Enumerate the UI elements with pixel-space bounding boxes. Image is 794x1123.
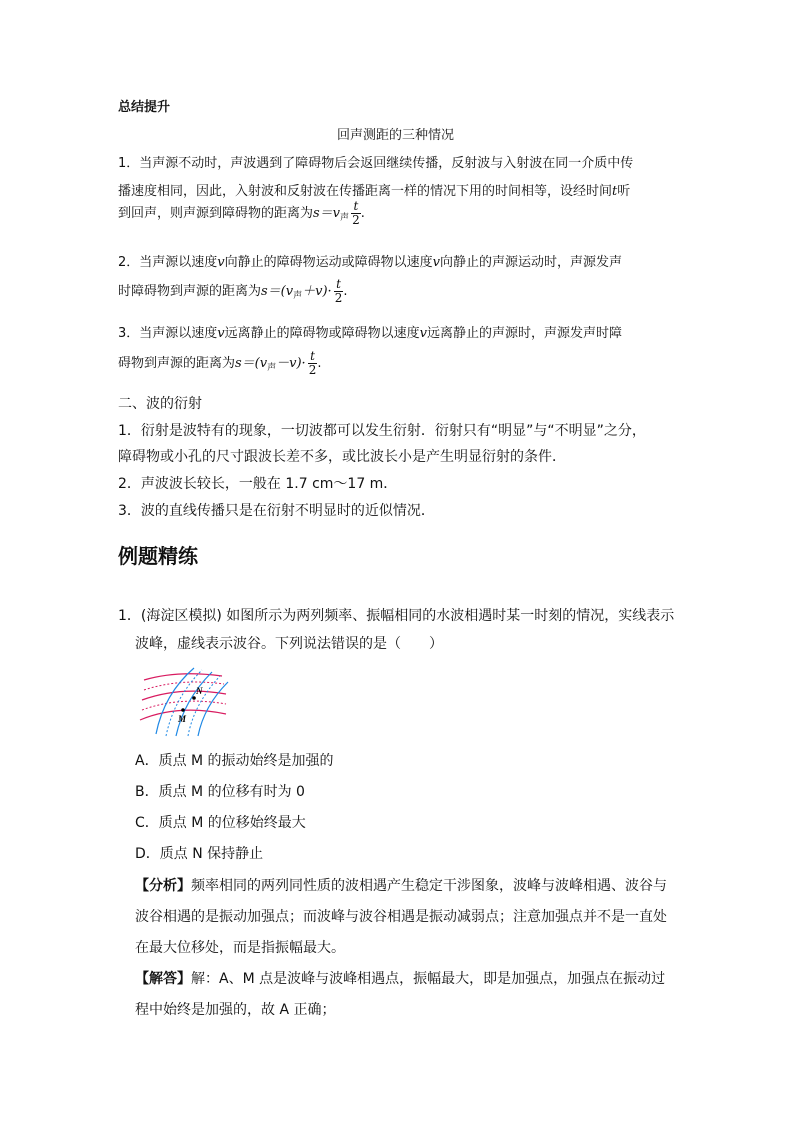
- case3-fraction: [308, 350, 318, 377]
- case2-frac-den: 2: [334, 291, 343, 305]
- diffraction-p2: 2．声波波长较长，一般在 1.7 cm～17 m．: [118, 476, 398, 492]
- q1-answer-line2: 程中始终是加强的，故 A 正确；: [135, 1002, 336, 1018]
- q1-option-c: C．质点 M 的位移始终最大: [135, 815, 306, 831]
- point-n: [192, 696, 196, 700]
- case2-line1: [118, 251, 622, 270]
- examples-heading: 例题精练: [118, 544, 198, 568]
- case2-line1-text: 2．当声源以速度: [118, 255, 218, 270]
- label-n: N: [196, 686, 203, 696]
- wave-interference-figure: [138, 664, 230, 738]
- q1-line1: 1．(海淀区模拟) 如图所示为两列频率、振幅相同的水波相遇时某一时刻的情况，实线表示: [118, 608, 675, 624]
- q1-option-d: D．质点 N 保持静止: [135, 846, 264, 862]
- q1-option-b: B．质点 M 的位移有时为 0: [135, 784, 305, 800]
- answer-text-1: 解：A、M 点是波峰与波峰相遇点，振幅最大，即是加强点，加强点在振动过: [191, 971, 666, 987]
- blue-trough-arc-2: [188, 676, 220, 736]
- case3-line2-prefix: 碍物到声源的距离为: [118, 356, 236, 371]
- diffraction-heading: 二、波的衍射: [118, 396, 202, 412]
- analysis-text-1: 频率相同的两列同性质的波相遇产生稳定干涉图象，波峰与波峰相遇、波谷与: [191, 878, 667, 894]
- point-m: [181, 708, 185, 712]
- case1-frac-den: 2: [352, 213, 360, 227]
- case2-end: .: [343, 284, 348, 299]
- case2-line2: [118, 278, 347, 305]
- case1-line2: [118, 180, 630, 199]
- blue-crest-arc-3: [198, 682, 228, 736]
- label-m: M: [178, 714, 187, 724]
- case2-fraction: [334, 278, 344, 305]
- blue-crest-arc-1: [156, 668, 194, 734]
- case1-line2-text: 播速度相同，因此，入射波和反射波在传播距离一样的情况下用的时间相等，设经时间: [118, 184, 613, 199]
- case2-formula-sub: 声: [293, 291, 303, 301]
- case3-var-v2: v: [419, 326, 428, 341]
- case3-line1-text: 3．当声源以速度: [118, 326, 218, 341]
- summary-heading: 总结提升: [118, 100, 171, 115]
- case3-frac-den: 2: [308, 363, 317, 377]
- case1-formula: s＝v: [313, 206, 341, 221]
- case3-formula-tail: －v)·: [276, 356, 306, 371]
- case1-line2-end: 听: [617, 184, 631, 199]
- case2-line2-prefix: 时障碍物到声源的距离为: [118, 284, 262, 299]
- summary-subtitle: 回声测距的三种情况: [337, 128, 455, 143]
- diffraction-p3: 3．波的直线传播只是在衍射不明显时的近似情况．: [118, 503, 435, 519]
- case1-fraction: [351, 200, 361, 227]
- case1-line1: 1．当声源不动时，声波遇到了障碍物后会返回继续传播，反射波与入射波在同一介质中传: [118, 156, 634, 171]
- q1-analysis-line1: [135, 875, 667, 895]
- case3-formula-sub: 声: [267, 363, 277, 373]
- blue-trough-arc-1: [166, 670, 202, 736]
- case2-frac-num: t: [334, 278, 344, 292]
- case1-formula-sub: 声: [340, 213, 350, 223]
- blue-crest-arc-2: [176, 672, 212, 736]
- case1-var-t: t: [612, 184, 618, 199]
- case3-var-v: v: [217, 326, 225, 341]
- case2-var-v: v: [217, 255, 225, 270]
- q1-line2: 波峰，虚线表示波谷。下列说法错误的是（ ）: [135, 636, 443, 652]
- case1-end: .: [360, 206, 365, 221]
- case1-frac-num: t: [351, 200, 361, 214]
- diffraction-p1-line1: 1．衍射是波特有的现象，一切波都可以发生衍射．衍射只有“明显”与“不明显”之分，: [118, 423, 646, 439]
- case3-line1-end: 远离静止的声源时，声源发声时障: [427, 326, 623, 341]
- case3-line2: [118, 350, 321, 377]
- case2-formula-tail: ＋v)·: [302, 284, 332, 299]
- q1-option-a: A．质点 M 的振动始终是加强的: [135, 753, 334, 769]
- case3-end: .: [317, 356, 322, 371]
- case3-line1-rest: 远离静止的障碍物或障碍物以速度: [224, 326, 420, 341]
- case2-formula: s＝(v: [261, 284, 294, 299]
- case3-formula: s＝(v: [235, 356, 268, 371]
- case1-line3: [118, 200, 365, 227]
- q1-analysis-line3: 在最大位移处，而是指振幅最大。: [135, 940, 345, 956]
- answer-tag: 【解答】: [135, 971, 191, 987]
- q1-answer-line1: [135, 968, 665, 988]
- case2-line1-rest: 向静止的障碍物运动或障碍物以速度: [224, 255, 433, 270]
- case2-var-v2: v: [432, 255, 441, 270]
- case3-frac-num: t: [308, 350, 318, 364]
- case3-line1: [118, 322, 622, 341]
- case2-line1-end: 向静止的声源运动时，声源发声: [440, 255, 623, 270]
- analysis-tag: 【分析】: [135, 878, 191, 894]
- q1-analysis-line2: 波谷相遇的是振动加强点；而波峰与波谷相遇是振动减弱点；注意加强点并不是一直处: [135, 909, 667, 925]
- case1-line3-prefix: 到回声，则声源到障碍物的距离为: [118, 206, 314, 221]
- diffraction-p1-line2: 障碍物或小孔的尺寸跟波长差不多，或比波长小是产生明显衍射的条件．: [118, 449, 566, 465]
